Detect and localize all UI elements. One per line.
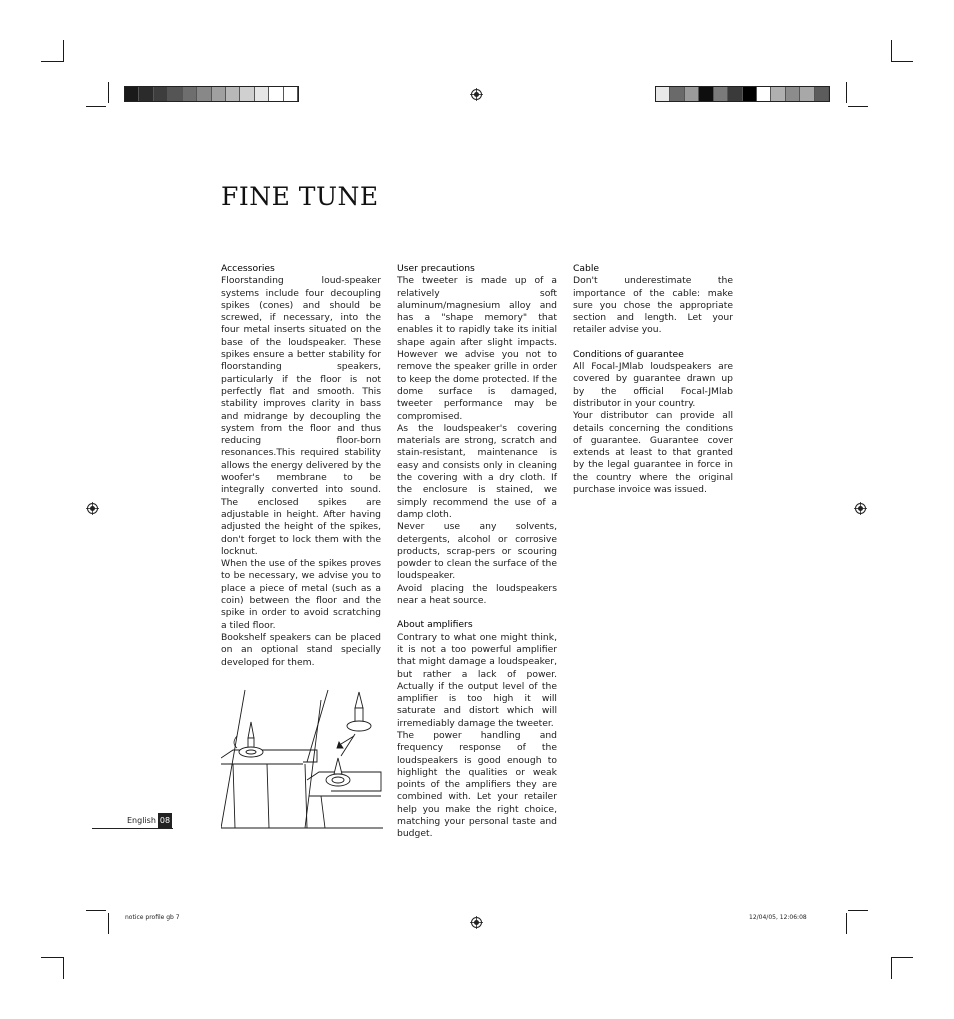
color-swatch [743,87,757,101]
column-precautions-amplifiers [397,263,557,841]
section-heading-user-precautions: User precautions [397,263,475,274]
color-swatch [125,87,139,101]
crop-mark-rtop-v [846,82,847,103]
paragraph: The power handling and frequency response of the loudspeakers is good enough to highlight the qualities or weak points of the amplifiers they are combined with. Let your retailer help you make the right choice, matching your personal taste and budget. [397,729,557,840]
paragraph: The tweeter is made up of a relatively soft aluminum/magnesium alloy and has a "shape memory" that enables it to rapidly take its initial shape again after slight impacts. However we advise you not to remove the speaker grille in order to keep the dome protected. If the dome surface is damaged, tweeter performance may be compromised. [397,275,557,422]
color-swatch [757,87,771,101]
crop-mark-bl-h [41,957,63,958]
color-bar-right [655,86,830,102]
color-swatch [685,87,699,101]
section-heading-about-amplifiers: About amplifiers [397,619,473,631]
print-slug-filename: notice profile gb 7 [125,914,180,921]
color-swatch [226,87,240,101]
paragraph: As the loudspeaker's covering materials are strong, scratch and stain-resistant, maintenance is easy and consists only in cleaning the covering with a dry cloth. If the enclosure is stained, we simply recommend the use of a damp cloth. [397,422,557,520]
crop-mark-rbot-h [848,910,868,911]
crop-mark-lbot-v [108,913,109,934]
color-swatch [255,87,269,101]
paragraph: Your distributor can provide all details concerning the conditions of guarantee. Guarantee cover extends at least to that granted by the legal guarantee in force in the country where the original purchase invoice was issued. [573,410,733,496]
color-swatch [714,87,728,101]
registration-mark-icon [470,88,483,101]
paragraph: All Focal-JMlab loudspeakers are covered by guarantee drawn up by the official Focal-JMlab distributor in your country. [573,361,733,409]
column-cable-guarantee [573,263,733,496]
color-swatch [815,87,829,101]
crop-mark-rbot-v [846,913,847,934]
color-swatch [786,87,800,101]
section-heading-cable: Cable [573,263,600,274]
crop-mark-br-h [891,957,913,958]
column-accessories [221,263,381,669]
page-title: FINE TUNE [221,182,379,211]
crop-mark-br-v [891,957,892,979]
color-swatch [168,87,182,101]
paragraph: Avoid placing the loudspeakers near a heat source. [397,582,557,607]
paragraph: Floorstanding loud-speaker systems include four decoupling spikes (cones) and should be screwed, if necessary, into the four metal inserts situated on the base of the loudspeaker. These spikes ensure a better stability for floorstanding speakers, particularly if the floor is not perfectly flat and smooth. This stability improves clarity in bass and midrange by decoupling the system from the floor and thus reducing floor-born resonances.This required stability allows the energy delivered by the woofer's membrane to be integrally converted into sound. The enclosed spikes are adjustable in height. After having adjusted the height of the spikes, don't forget to lock them with the locknut. [221,275,381,557]
color-swatch [800,87,814,101]
language-label: English [127,816,156,825]
paragraph: Bookshelf speakers can be placed on an optional stand specially developed for them. [221,631,381,668]
print-slug-timestamp: 12/04/05, 12:06:08 [749,914,807,921]
color-swatch [670,87,684,101]
page-number-rule [92,828,173,829]
paragraph: When the use of the spikes proves to be necessary, we advise you to place a piece of metal (such as a coin) between the floor and the spike in order to avoid scratching a tiled floor. [221,558,381,631]
color-swatch [284,87,298,101]
paragraph: Don't underestimate the importance of the cable: make sure you chose the appropriate section and length. Let your retailer advise you. [573,275,733,336]
crop-mark-ltop-h [86,106,106,107]
paragraph: Contrary to what one might think, it is not a too powerful amplifier that might damage a loudspeaker, but rather a lack of power. Actually if the output level of the amplifier is too high it will saturate and distort which will irremediably damage the tweeter. [397,631,557,729]
color-swatch [212,87,226,101]
page-number: 08 [158,813,172,828]
color-swatch [197,87,211,101]
crop-mark-bl-v [63,957,64,979]
color-swatch [269,87,283,101]
section-heading-accessories: Accessories [221,263,275,274]
crop-mark-tl-v [63,40,64,62]
color-swatch [154,87,168,101]
crop-mark-tl-h [41,61,63,62]
crop-mark-lbot-h [86,910,106,911]
paragraph: Never use any solvents, detergents, alcohol or corrosive products, scrap-pers or scouring powder to clean the surface of the loudspeaker. [397,521,557,582]
color-swatch [656,87,670,101]
crop-mark-tr-h [891,61,913,62]
color-swatch [139,87,153,101]
registration-mark-icon [854,502,867,515]
crop-mark-rtop-h [848,106,868,107]
registration-mark-icon [470,916,483,929]
color-swatch [728,87,742,101]
color-swatch [771,87,785,101]
spike-illustration [221,688,383,830]
crop-mark-tr-v [891,40,892,62]
color-swatch [240,87,254,101]
color-swatch [183,87,197,101]
section-heading-guarantee: Conditions of guarantee [573,348,684,360]
color-bar-left [124,86,299,102]
registration-mark-icon [86,502,99,515]
crop-mark-ltop-v [108,82,109,103]
color-swatch [699,87,713,101]
